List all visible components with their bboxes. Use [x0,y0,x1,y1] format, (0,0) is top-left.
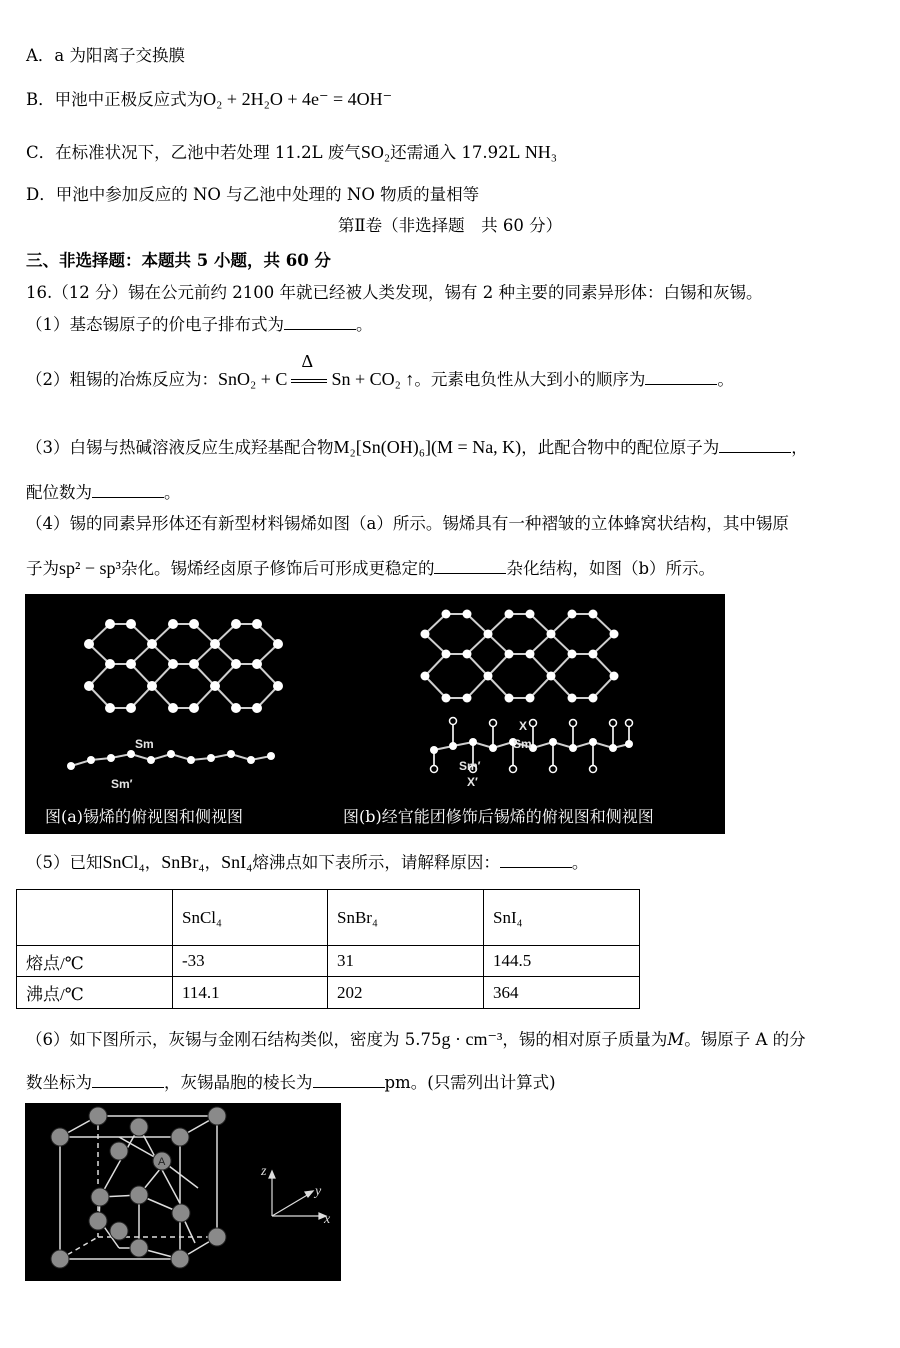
q16-intro: 16.（12 分）锡在公元前约 2100 年就已经被人类发现，锡有 2 种主要的同素异形体：白锡和灰锡。 [26,283,763,302]
table-cell: 364 [484,977,640,1009]
answer-blank[interactable] [92,481,164,498]
option-b [26,87,392,112]
answer-blank[interactable] [92,1071,164,1088]
caption-b: 图(b)经官能团修饰后锡烯的俯视图和侧视图 [343,807,654,826]
answer-blank[interactable] [719,436,791,453]
option-c-text-a: C．在标准状况下，乙池中若处理 11.2L 废气 [26,143,361,162]
gray-tin-cell-figure [25,1103,341,1281]
atom-a-label: A [158,1156,166,1168]
stanene-diagram [25,594,725,834]
label-x: X [519,719,528,733]
label-sm-prime-a: Sm′ [111,777,133,791]
hybridization: sp² − sp³ [59,558,121,578]
unit-cell-diagram [25,1103,341,1281]
formula-sncl4: SnCl₄ [102,852,145,872]
formula-sni4: SnI₄ [221,852,253,872]
axis-x-label: x [324,1212,331,1227]
answer-blank[interactable] [500,851,572,868]
table-header-row [17,890,640,946]
table-row [17,946,640,977]
q16-part2-text: （2）粗锡的冶炼反应为： [26,370,218,389]
q16-part3-cont: 配位数为 。 [26,483,181,502]
table-cell: -33 [173,946,328,977]
answer-blank[interactable] [645,368,717,385]
q16-part3: （3）白锡与热碱溶液反应生成羟基配合物M₂[Sn(OH)₆](M = Na, K)，此配合物中的配位原子为 ， [26,437,808,457]
q16-part1-text: （1）基态锡原子的价电子排布式为 [26,315,284,334]
heat-arrow [287,350,331,391]
part-heading: 三、非选择题：本题共 5 小题，共 60 分 [26,251,331,270]
answer-blank[interactable] [313,1071,385,1088]
label-sm-b: Sm [513,737,532,751]
option-c-nh3: NH₃ [524,142,558,162]
label-sm-a: Sm [135,737,154,751]
q16-part2: （2）粗锡的冶炼反应为：SnO₂ + C Δ Sn + CO₂ ↑。元素电负性从大到小的顺序为 。 [26,350,734,389]
molar-mass-symbol: M [667,1030,685,1049]
q16-part2-eq-left: SnO₂ + C [218,369,288,389]
q16-part3-text: （3）白锡与热碱溶液反应生成羟基配合物 [26,438,334,457]
complex-formula: M₂[Sn(OH)₆](M = Na, K) [333,437,522,457]
label-x-prime: X′ [467,775,478,789]
option-a: A．a 为阳离子交换膜 [26,46,185,65]
answer-blank[interactable] [284,313,356,330]
option-b-text: B．甲池中正极反应式为 [26,90,204,109]
q16-part4-cont: 子为sp² − sp³杂化。锡烯经卤原子修饰后可形成更稳定的 杂化结构，如图（b）所示。 [26,558,716,578]
table-row [17,977,640,1009]
option-c [26,140,557,165]
density-unit: g · cm⁻³ [441,1029,503,1049]
table-cell: 114.1 [173,977,328,1009]
table-header-cell: SnCl₄ [173,890,328,946]
table-cell: 144.5 [484,946,640,977]
q16-part4: （4）锡的同素异形体还有新型材料锡烯如图（a）所示。锡烯具有一种褶皱的立体蜂窝状结构，其中锡原 [26,514,789,533]
q16-part6-cont: 数坐标为 ，灰锡晶胞的棱长为 pm。(只需列出计算式) [26,1073,556,1092]
table-cell: 31 [328,946,484,977]
option-d: D．甲池中参加反应的 NO 与乙池中处理的 NO 物质的量相等 [26,185,480,204]
formula-snbr4: SnBr₄ [161,852,205,872]
label-sm-prime-b: Sm′ [459,759,481,773]
table-header-cell [17,890,173,946]
table-cell: 熔点/℃ [17,946,173,977]
q16-part1: （1）基态锡原子的价电子排布式为 。 [26,315,373,334]
q16-part2-eq-right: Sn + CO₂ ↑ [331,369,415,389]
q16-part6: （6）如下图所示，灰锡与金刚石结构类似，密度为 5.75g · cm⁻³，锡的相对原子质量为M。锡原子 A 的分 [26,1029,806,1049]
heat-symbol: Δ [301,350,314,371]
table-cell: 沸点/℃ [17,977,173,1009]
stanene-figure [25,594,725,834]
option-c-text-b: 还需通入 17.92L [390,143,520,162]
table-cell: 202 [328,977,484,1009]
axis-z-label: z [261,1164,267,1179]
caption-a: 图(a)锡烯的俯视图和侧视图 [45,807,244,826]
option-c-so2: SO₂ [360,142,391,162]
section-title: 第Ⅱ卷（非选择题 共 60 分） [337,216,563,235]
axis-y-label: y [315,1184,322,1199]
table-header-cell: SnBr₄ [328,890,484,946]
table-header-cell: SnI₄ [484,890,640,946]
melting-boiling-table [16,889,640,1009]
option-b-equation: O₂ + 2H₂O + 4e⁻ = 4OH⁻ [203,89,393,109]
answer-blank[interactable] [434,557,506,574]
q16-part5: （5）已知SnCl₄，SnBr₄，SnI₄熔沸点如下表所示，请解释原因： 。 [26,852,589,872]
